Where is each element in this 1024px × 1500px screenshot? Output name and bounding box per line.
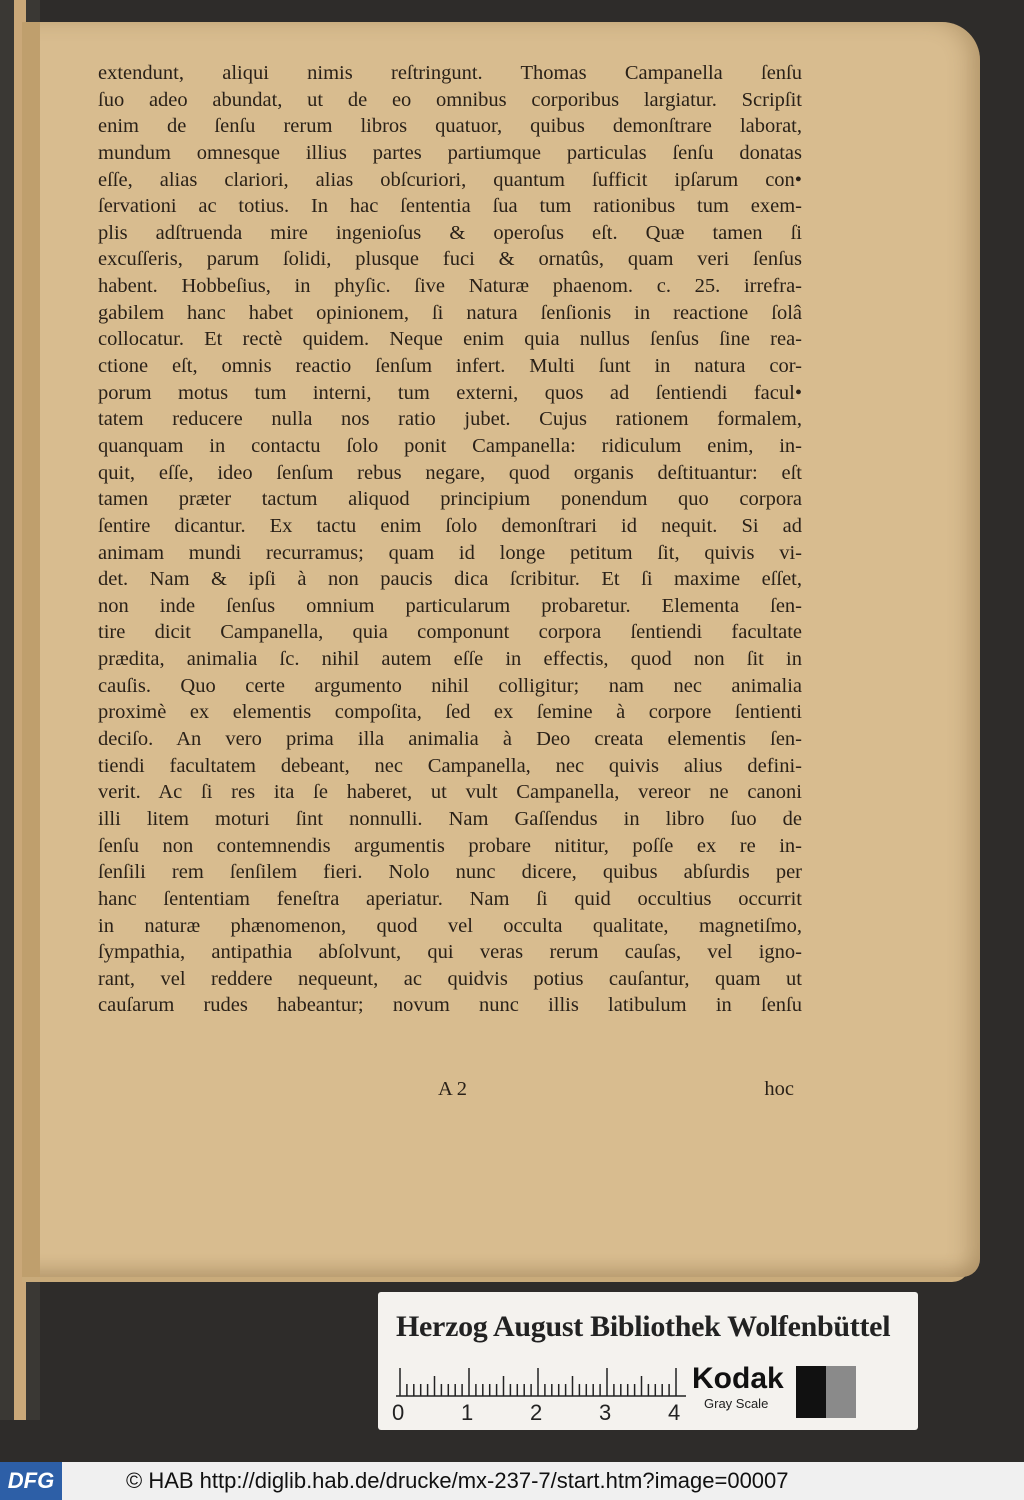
color-calibration-card: [378, 1292, 918, 1430]
ruler-number: 2: [530, 1400, 543, 1425]
text-line: tiendi facultatem debeant, nec Campanella, nec quivis alius defini-: [98, 754, 802, 777]
text-line: deciſo. An vero prima illa animalia à Deo creata elementis ſen-: [98, 728, 802, 751]
text-line: verit. Ac ſi res ita ſe haberet, ut vult Campanella, vereor ne canoni: [98, 781, 802, 804]
text-line: gabilem hanc habet opinionem, ſi natura ſenſionis in reactione ſolâ: [98, 301, 802, 324]
dfg-logo: DFG: [0, 1462, 62, 1500]
text-line: animam mundi recurramus; quam id longe petitum ſit, quivis vi-: [98, 541, 802, 564]
text-line: extendunt, aliqui nimis reſtringunt. Thomas Campanella ſenſu: [98, 62, 802, 84]
text-line: ſenſu non contemnendis argumentis probare nititur, poſſe ex re in-: [98, 834, 802, 857]
text-line: proximè ex elementis compoſita, ſed ex ſemine à corpore ſentienti: [98, 701, 802, 724]
ruler-number: 3: [599, 1400, 612, 1425]
text-line: in naturæ phænomenon, quod vel occulta qualitate, magnetiſmo,: [98, 914, 802, 937]
kodak-logo: Kodak: [692, 1362, 784, 1395]
text-line: ctione eſt, omnis reactio ſenſum infert. Multi ſunt in natura cor-: [98, 355, 802, 378]
text-line: rant, vel reddere nequeunt, ac quidvis potius cauſantur, quam ut: [98, 967, 802, 990]
gray-swatch: [856, 1366, 886, 1418]
text-line: ſuo adeo abundat, ut de eo omnibus corporibus largiatur. Scripſit: [98, 88, 802, 111]
text-line: mundum omnesque illius partes partiumque particulas ſenſu donatas: [98, 141, 802, 164]
text-line: tamen præter tactum aliquod principium ponendum quo corpora: [98, 488, 802, 511]
ruler-number: 0: [392, 1400, 405, 1425]
text-line: habent. Hobbeſius, in phyſic. ſive Naturæ phaenom. c. 25. irrefra-: [98, 275, 802, 298]
text-line: quit, eſſe, ideo ſenſum rebus negare, quod organis deſtituantur: eſt: [98, 461, 802, 484]
page-gutter: [22, 22, 40, 1277]
library-name: Herzog August Bibliothek Wolfenbüttel: [396, 1310, 891, 1343]
text-line: enim de ſenſu rerum libros quatuor, quibus demonſtrare laborat,: [98, 115, 802, 138]
page-text: [98, 60, 802, 1019]
page-footer: [98, 1078, 802, 1106]
credit-link[interactable]: © HAB http://diglib.hab.de/drucke/mx-237-7/start.htm?image=00007: [126, 1468, 789, 1493]
gray-scale-label: Gray Scale: [704, 1396, 769, 1411]
ruler-ticks: [396, 1356, 686, 1398]
text-line: excuſſeris, parum ſolidi, plusque fuci & ornatûs, quam veri ſenſus: [98, 248, 802, 271]
text-line: tatem reducere nulla nos ratio jubet. Cujus rationem formalem,: [98, 408, 802, 431]
gray-swatch: [796, 1366, 826, 1418]
text-line: collocatur. Et rectè quidem. Neque enim quia nullus ſenſus ſine rea-: [98, 328, 802, 351]
text-line: plis adſtruenda mire ingenioſus & operoſus eſt. Quæ tamen ſi: [98, 221, 802, 244]
ruler-number: 1: [461, 1400, 474, 1425]
text-line: ſentire dicantur. Ex tactu enim ſolo demonſtrari id nequit. Si ad: [98, 514, 802, 537]
catchword: hoc: [764, 1078, 794, 1100]
text-line: illi litem moturi ſint nonnulli. Nam Gaſſendus in libro ſuo de: [98, 807, 802, 830]
text-line: hanc ſententiam feneſtra aperiatur. Nam ſi quid occultius occurrit: [98, 887, 802, 910]
text-line: ſenſili rem ſenſilem fieri. Nolo nunc dicere, quibus abſurdis per: [98, 861, 802, 884]
signature-mark: A 2: [438, 1078, 468, 1100]
text-line: eſſe, alias clariori, alias obſcuriori, quantum ſufficit ipſarum con•: [98, 168, 802, 191]
text-line: non inde ſenſus omnium particularum probaretur. Elementa ſen-: [98, 594, 802, 617]
credit-bar: [0, 1462, 1024, 1500]
text-line: ſervationi ac totius. In hac ſententia ſua tum rationibus tum exem-: [98, 195, 802, 218]
ruler-number: 4: [668, 1400, 681, 1425]
gray-swatch: [826, 1366, 856, 1418]
text-line: det. Nam & ipſi à non paucis dica ſcribitur. Et ſi maxime eſſet,: [98, 568, 802, 591]
text-line: porum motus tum interni, tum externi, quos ad ſentiendi facul•: [98, 381, 802, 404]
text-line: cauſis. Quo certe argumento nihil colligitur; nam nec animalia: [98, 674, 802, 697]
text-line: quanquam in contactu ſolo ponit Campanella: ridiculum enim, in-: [98, 434, 802, 457]
text-line: ſympathia, antipathia abſolvunt, qui veras rerum cauſas, vel igno-: [98, 941, 802, 964]
text-line: tire dicit Campanella, quia componunt corpora ſentiendi facultate: [98, 621, 802, 644]
text-line: prædita, animalia ſc. nihil autem eſſe in effectis, quod non ſit in: [98, 648, 802, 671]
text-line: cauſarum rudes habeantur; novum nunc illis latibulum in ſenſu: [98, 994, 802, 1017]
ruler-numbers: [392, 1400, 692, 1428]
